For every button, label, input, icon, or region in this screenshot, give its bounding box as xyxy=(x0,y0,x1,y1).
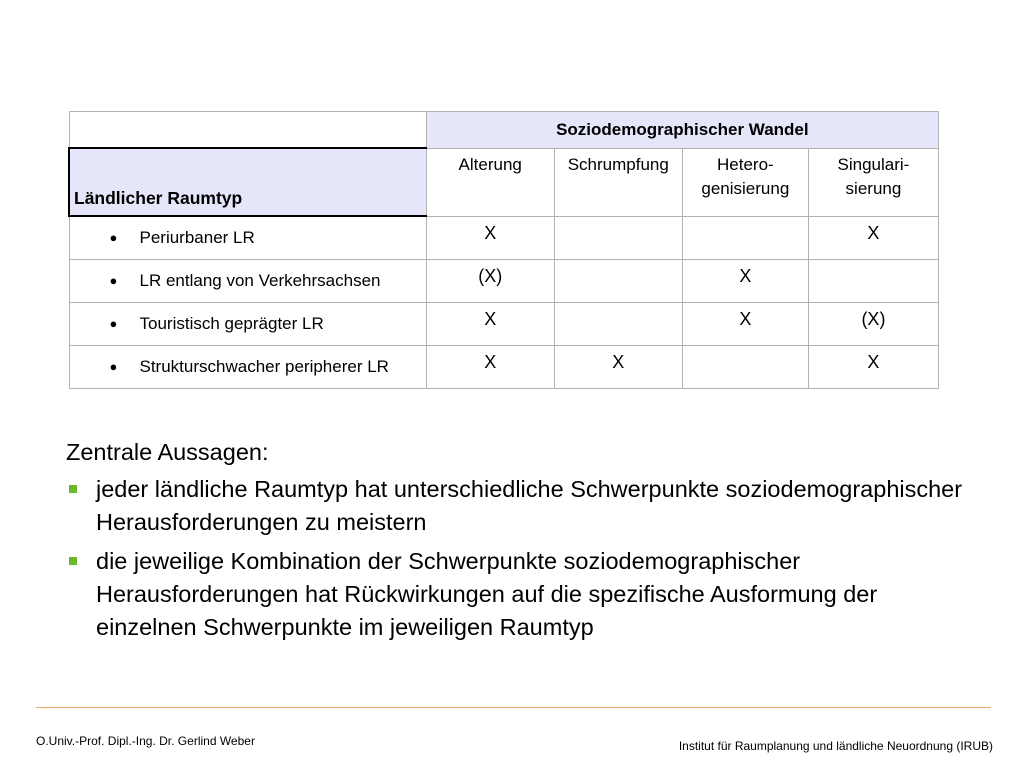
mark-cell-singularisierung: X xyxy=(808,345,938,388)
row-label-cell xyxy=(69,216,426,259)
key-statements-heading: Zentrale Aussagen: xyxy=(66,439,269,465)
list-item-text: die jeweilige Kombination der Schwerpunkte soziodemographischer Herausforderungen hat Rückwirkungen auf die spezifische Ausformung der einzelnen Schwerpunkte im jeweiligen Raumtyp xyxy=(96,548,878,640)
green-square-bullet-icon xyxy=(69,557,77,565)
mark-cell-schrumpfung xyxy=(554,259,682,302)
mark-cell-schrumpfung xyxy=(554,216,682,259)
mark-cell-alterung: X xyxy=(426,302,554,345)
mark-cell-singularisierung: X xyxy=(808,216,938,259)
column-header-alterung xyxy=(426,148,554,216)
bullet-dot-icon: ● xyxy=(109,272,118,288)
row-label: LR entlang von Verkehrsachsen xyxy=(139,270,381,290)
footer-divider xyxy=(36,707,991,708)
column-header-line: Singulari- xyxy=(837,154,910,174)
footer-author: O.Univ.-Prof. Dipl.-Ing. Dr. Gerlind Weber xyxy=(36,734,255,748)
list-item-text: jeder ländliche Raumtyp hat unterschiedliche Schwerpunkte soziodemographischer Herausforderungen zu meistern xyxy=(96,476,963,535)
column-header-line: Hetero- xyxy=(717,154,774,174)
table-corner-cell xyxy=(69,112,426,149)
mark-cell-alterung: X xyxy=(426,216,554,259)
mark-cell-heterogenisierung: X xyxy=(682,302,808,345)
row-label-cell xyxy=(69,302,426,345)
mark-cell-alterung: (X) xyxy=(426,259,554,302)
mark-cell-alterung: X xyxy=(426,345,554,388)
row-label: Strukturschwacher peripherer LR xyxy=(139,356,389,376)
column-header-line: Schrumpfung xyxy=(567,154,669,174)
row-label-cell xyxy=(69,259,426,302)
green-square-bullet-icon xyxy=(69,485,77,493)
column-header-schrumpfung xyxy=(554,148,682,216)
mark-cell-heterogenisierung xyxy=(682,345,808,388)
mark-cell-heterogenisierung: X xyxy=(682,259,808,302)
key-statements xyxy=(66,436,966,650)
mark-cell-singularisierung xyxy=(808,259,938,302)
bullet-dot-icon: ● xyxy=(109,229,118,245)
row-label: Touristisch geprägter LR xyxy=(139,313,324,333)
key-statements-list xyxy=(66,473,966,644)
bullet-dot-icon: ● xyxy=(109,315,118,331)
column-header-heterogenisierung xyxy=(682,148,808,216)
column-header-line: Alterung xyxy=(458,154,522,174)
table-row-lr-entlang-verkehrsachsen xyxy=(69,259,939,302)
mark-cell-schrumpfung: X xyxy=(554,345,682,388)
mark-cell-heterogenisierung xyxy=(682,216,808,259)
column-header-singularisierung xyxy=(808,148,938,216)
list-item xyxy=(66,545,966,644)
table-row-strukturschwacher-peripherer-lr xyxy=(69,345,939,388)
mark-cell-schrumpfung xyxy=(554,302,682,345)
row-label-cell xyxy=(69,345,426,388)
table-row-periurbaner-lr xyxy=(69,216,939,259)
table-header-row-group xyxy=(69,112,939,149)
table-header-row-columns xyxy=(69,148,939,216)
raumtyp-matrix-table xyxy=(68,111,939,389)
column-header-line: genisierung xyxy=(701,178,790,198)
group-header-soziodemographischer-wandel: Soziodemographischer Wandel xyxy=(426,112,938,149)
column-header-line: sierung xyxy=(845,178,902,198)
raumtyp-column-header: Ländlicher Raumtyp xyxy=(69,148,426,216)
table-row-touristisch-gepraegter-lr xyxy=(69,302,939,345)
row-label: Periurbaner LR xyxy=(139,227,255,247)
footer-institute: Institut für Raumplanung und ländliche Neuordnung (IRUB) xyxy=(678,739,993,753)
list-item xyxy=(66,473,966,539)
bullet-dot-icon: ● xyxy=(109,358,118,374)
mark-cell-singularisierung: (X) xyxy=(808,302,938,345)
